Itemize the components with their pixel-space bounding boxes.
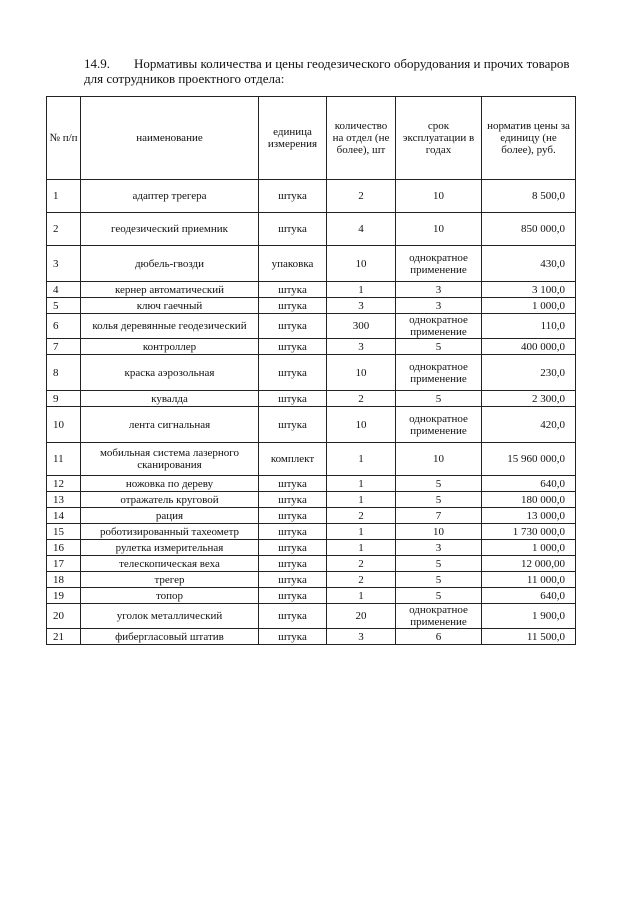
row-unit: штука: [259, 540, 327, 556]
row-price: 400 000,0: [482, 339, 576, 355]
row-service-life: 5: [396, 476, 482, 492]
row-price: 2 300,0: [482, 391, 576, 407]
row-unit: штука: [259, 282, 327, 298]
row-number: 17: [47, 556, 81, 572]
row-price: 3 100,0: [482, 282, 576, 298]
row-unit: штука: [259, 588, 327, 604]
row-name: краска аэрозольная: [81, 355, 259, 391]
row-unit: комплект: [259, 443, 327, 476]
row-name: трегер: [81, 572, 259, 588]
row-quantity: 2: [327, 572, 396, 588]
row-service-life: 10: [396, 213, 482, 246]
row-service-life: 5: [396, 339, 482, 355]
row-quantity: 10: [327, 407, 396, 443]
row-name: геодезический приемник: [81, 213, 259, 246]
row-quantity: 10: [327, 246, 396, 282]
row-number: 4: [47, 282, 81, 298]
section-heading: [84, 56, 594, 86]
row-service-life: 10: [396, 443, 482, 476]
row-price: 430,0: [482, 246, 576, 282]
heading-line-2: для сотрудников проектного отдела:: [84, 71, 285, 86]
row-name: дюбель-гвозди: [81, 246, 259, 282]
header-unit: единица измерения: [259, 97, 327, 180]
row-name: роботизированный тахеометр: [81, 524, 259, 540]
row-service-life: однократное применение: [396, 246, 482, 282]
header-number: № п/п: [47, 97, 81, 180]
row-price: 850 000,0: [482, 213, 576, 246]
table-row: [47, 556, 576, 572]
header-service-life: срок эксплуатации в годах: [396, 97, 482, 180]
table-row: [47, 246, 576, 282]
row-name: ключ гаечный: [81, 298, 259, 314]
section-number: 14.9.: [84, 56, 110, 71]
row-service-life: однократное применение: [396, 314, 482, 339]
table-row: [47, 572, 576, 588]
row-price: 12 000,00: [482, 556, 576, 572]
row-unit: штука: [259, 339, 327, 355]
row-number: 19: [47, 588, 81, 604]
table-row: [47, 355, 576, 391]
row-unit: штука: [259, 508, 327, 524]
table-row: [47, 180, 576, 213]
row-price: 1 000,0: [482, 298, 576, 314]
row-number: 5: [47, 298, 81, 314]
row-price: 11 500,0: [482, 629, 576, 645]
norms-table: [46, 96, 576, 645]
row-service-life: однократное применение: [396, 355, 482, 391]
row-name: адаптер трегера: [81, 180, 259, 213]
header-name: наименование: [81, 97, 259, 180]
table-row: [47, 298, 576, 314]
table-row: [47, 407, 576, 443]
row-number: 7: [47, 339, 81, 355]
row-quantity: 3: [327, 629, 396, 645]
row-number: 16: [47, 540, 81, 556]
row-price: 1 900,0: [482, 604, 576, 629]
table-row: [47, 629, 576, 645]
row-number: 21: [47, 629, 81, 645]
row-unit: штука: [259, 213, 327, 246]
heading-line-1: [84, 56, 594, 71]
row-unit: штука: [259, 556, 327, 572]
row-unit: штука: [259, 391, 327, 407]
row-name: мобильная система лазерного сканирования: [81, 443, 259, 476]
row-name: топор: [81, 588, 259, 604]
row-price: 1 000,0: [482, 540, 576, 556]
row-service-life: 5: [396, 572, 482, 588]
row-quantity: 1: [327, 492, 396, 508]
header-quantity: количество на отдел (не более), шт: [327, 97, 396, 180]
table-row: [47, 213, 576, 246]
row-quantity: 3: [327, 298, 396, 314]
row-unit: штука: [259, 180, 327, 213]
row-price: 420,0: [482, 407, 576, 443]
row-unit: штука: [259, 314, 327, 339]
table-row: [47, 339, 576, 355]
row-number: 14: [47, 508, 81, 524]
row-number: 9: [47, 391, 81, 407]
row-unit: штука: [259, 492, 327, 508]
row-unit: штука: [259, 407, 327, 443]
table-row: [47, 524, 576, 540]
row-service-life: 3: [396, 540, 482, 556]
row-price: 230,0: [482, 355, 576, 391]
row-unit: штука: [259, 476, 327, 492]
table-row: [47, 314, 576, 339]
row-unit: штука: [259, 629, 327, 645]
row-service-life: однократное применение: [396, 604, 482, 629]
table-row: [47, 492, 576, 508]
row-quantity: 300: [327, 314, 396, 339]
row-unit: упаковка: [259, 246, 327, 282]
row-quantity: 2: [327, 180, 396, 213]
row-name: отражатель круговой: [81, 492, 259, 508]
row-service-life: 5: [396, 556, 482, 572]
table-body: [47, 180, 576, 645]
row-name: ножовка по дереву: [81, 476, 259, 492]
row-service-life: 6: [396, 629, 482, 645]
row-price: 110,0: [482, 314, 576, 339]
row-quantity: 3: [327, 339, 396, 355]
header-price: норматив цены за единицу (не более), руб.: [482, 97, 576, 180]
row-number: 18: [47, 572, 81, 588]
table-row: [47, 604, 576, 629]
row-service-life: 3: [396, 282, 482, 298]
table-row: [47, 588, 576, 604]
row-number: 11: [47, 443, 81, 476]
row-quantity: 2: [327, 556, 396, 572]
row-name: кувалда: [81, 391, 259, 407]
row-price: 13 000,0: [482, 508, 576, 524]
row-price: 640,0: [482, 588, 576, 604]
row-service-life: 3: [396, 298, 482, 314]
row-name: фибергласовый штатив: [81, 629, 259, 645]
row-number: 12: [47, 476, 81, 492]
row-name: уголок металлический: [81, 604, 259, 629]
row-quantity: 1: [327, 524, 396, 540]
row-number: 13: [47, 492, 81, 508]
table-row: [47, 391, 576, 407]
row-service-life: однократное применение: [396, 407, 482, 443]
row-number: 6: [47, 314, 81, 339]
row-unit: штука: [259, 524, 327, 540]
row-number: 1: [47, 180, 81, 213]
row-number: 15: [47, 524, 81, 540]
row-unit: штука: [259, 355, 327, 391]
row-unit: штука: [259, 604, 327, 629]
row-price: 8 500,0: [482, 180, 576, 213]
table-row: [47, 282, 576, 298]
row-quantity: 4: [327, 213, 396, 246]
row-price: 180 000,0: [482, 492, 576, 508]
row-name: контроллер: [81, 339, 259, 355]
row-name: кернер автоматический: [81, 282, 259, 298]
table-row: [47, 508, 576, 524]
row-name: телескопическая веха: [81, 556, 259, 572]
row-quantity: 1: [327, 540, 396, 556]
row-quantity: 1: [327, 443, 396, 476]
row-unit: штука: [259, 298, 327, 314]
table-row: [47, 476, 576, 492]
row-quantity: 2: [327, 508, 396, 524]
row-unit: штука: [259, 572, 327, 588]
row-quantity: 1: [327, 476, 396, 492]
row-quantity: 10: [327, 355, 396, 391]
row-number: 8: [47, 355, 81, 391]
row-service-life: 10: [396, 524, 482, 540]
row-quantity: 2: [327, 391, 396, 407]
row-quantity: 1: [327, 588, 396, 604]
row-name: колья деревянные геодезический: [81, 314, 259, 339]
row-service-life: 5: [396, 588, 482, 604]
row-number: 3: [47, 246, 81, 282]
table-row: [47, 443, 576, 476]
row-price: 1 730 000,0: [482, 524, 576, 540]
row-name: рулетка измерительная: [81, 540, 259, 556]
row-service-life: 7: [396, 508, 482, 524]
row-name: рация: [81, 508, 259, 524]
row-number: 10: [47, 407, 81, 443]
table-header-row: [47, 97, 576, 180]
row-service-life: 5: [396, 391, 482, 407]
row-number: 2: [47, 213, 81, 246]
table-row: [47, 540, 576, 556]
row-price: 640,0: [482, 476, 576, 492]
row-quantity: 20: [327, 604, 396, 629]
row-service-life: 10: [396, 180, 482, 213]
row-price: 15 960 000,0: [482, 443, 576, 476]
row-quantity: 1: [327, 282, 396, 298]
row-service-life: 5: [396, 492, 482, 508]
row-price: 11 000,0: [482, 572, 576, 588]
row-name: лента сигнальная: [81, 407, 259, 443]
row-number: 20: [47, 604, 81, 629]
heading-text-1: Нормативы количества и цены геодезического оборудования и прочих товаров: [134, 56, 570, 71]
